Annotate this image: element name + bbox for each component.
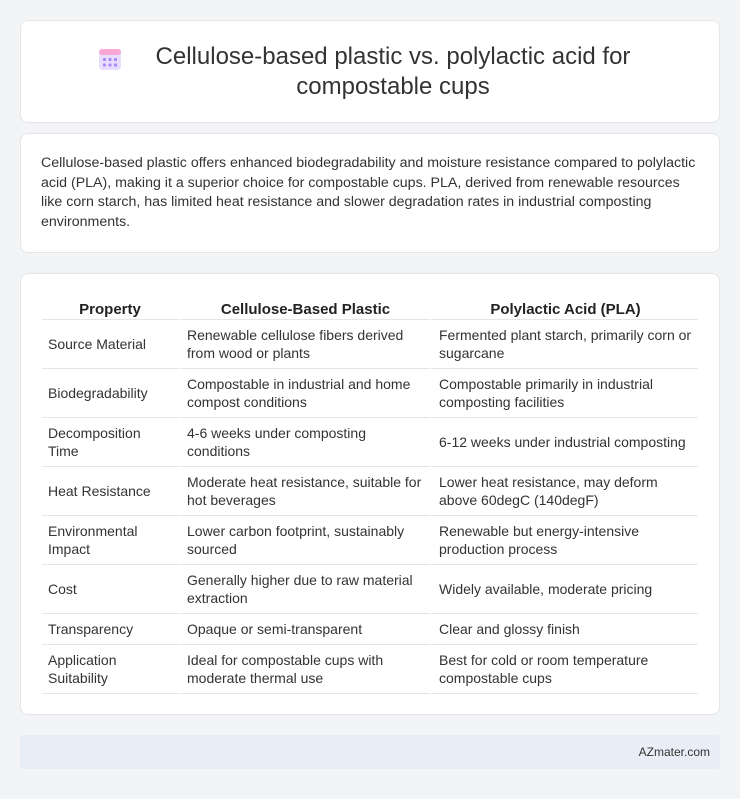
calendar-icon <box>97 46 123 72</box>
row-pla-value: 6-12 weeks under industrial composting <box>430 418 698 467</box>
table-row <box>42 369 698 418</box>
table-row <box>42 467 698 516</box>
row-pla-value: Best for cold or room temperature compostable cups <box>430 645 698 694</box>
table-header-row <box>42 294 698 320</box>
row-cellulose-value: Ideal for compostable cups with moderate thermal use <box>178 645 430 694</box>
column-header-pla: Polylactic Acid (PLA) <box>430 294 698 320</box>
title-row <box>97 42 643 102</box>
summary-paragraph: Cellulose-based plastic offers enhanced biodegradability and moisture resistance compared to polylactic acid (PLA), making it a superior choice for compostable cups. PLA, derived from renewable resources like corn starch, has limited heat resistance and slower degradation rates in industrial composting environments. <box>41 155 696 230</box>
table-row <box>42 565 698 614</box>
column-header-property: Property <box>42 294 178 320</box>
row-property: Biodegradability <box>42 369 178 418</box>
row-property: Transparency <box>42 614 178 645</box>
row-pla-value: Compostable primarily in industrial composting facilities <box>430 369 698 418</box>
row-cellulose-value: 4-6 weeks under composting conditions <box>178 418 430 467</box>
page-title: Cellulose-based plastic vs. polylactic acid for compostable cups <box>155 42 631 100</box>
table-row <box>42 645 698 694</box>
row-cellulose-value: Moderate heat resistance, suitable for hot beverages <box>178 467 430 516</box>
row-cellulose-value: Lower carbon footprint, sustainably sourced <box>178 516 430 565</box>
row-property: Source Material <box>42 320 178 369</box>
row-cellulose-value: Renewable cellulose fibers derived from wood or plants <box>178 320 430 369</box>
comparison-card <box>20 273 720 715</box>
summary-card <box>20 133 720 253</box>
table-row <box>42 320 698 369</box>
row-pla-value: Clear and glossy finish <box>430 614 698 645</box>
title-card <box>20 20 720 123</box>
row-property: Heat Resistance <box>42 467 178 516</box>
row-pla-value: Widely available, moderate pricing <box>430 565 698 614</box>
row-pla-value: Fermented plant starch, primarily corn or sugarcane <box>430 320 698 369</box>
table-row <box>42 516 698 565</box>
footer-brand[interactable]: AZmater.com <box>638 745 710 759</box>
row-property: Application Suitability <box>42 645 178 694</box>
row-cellulose-value: Opaque or semi-transparent <box>178 614 430 645</box>
row-cellulose-value: Generally higher due to raw material extraction <box>178 565 430 614</box>
table-row <box>42 418 698 467</box>
row-property: Cost <box>42 565 178 614</box>
table-row <box>42 614 698 645</box>
row-property: Environmental Impact <box>42 516 178 565</box>
comparison-table <box>42 294 698 694</box>
footer-bar <box>20 735 720 769</box>
row-pla-value: Renewable but energy-intensive production process <box>430 516 698 565</box>
row-property: Decomposition Time <box>42 418 178 467</box>
row-cellulose-value: Compostable in industrial and home compost conditions <box>178 369 430 418</box>
row-pla-value: Lower heat resistance, may deform above 60degC (140degF) <box>430 467 698 516</box>
column-header-cellulose: Cellulose-Based Plastic <box>178 294 430 320</box>
